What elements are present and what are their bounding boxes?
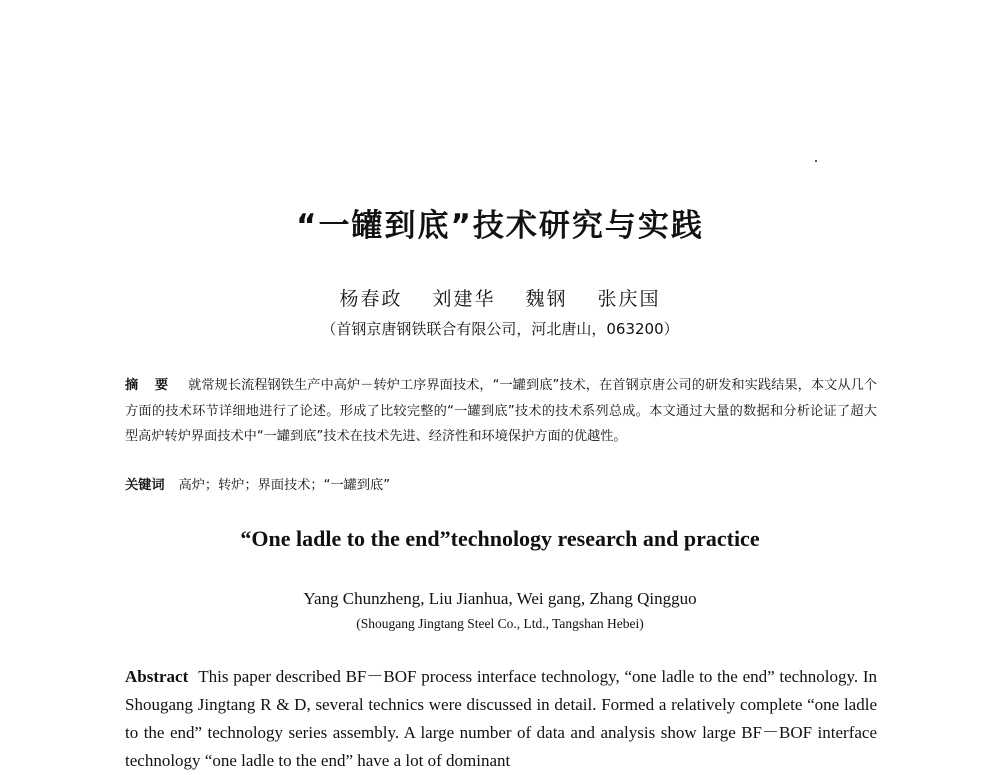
keywords-cn-label: 关键词	[125, 478, 165, 493]
authors-cn: 杨春政 刘建华 魏钢 张庆国	[339, 288, 661, 310]
affiliation-en: (Shougang Jingtang Steel Co., Ltd., Tangshan Hebei)	[356, 616, 644, 631]
keywords-cn	[125, 475, 877, 497]
abstract-en-text: This paper described BF－BOF process interface technology, “one ladle to the end” technology. In Shougang Jingtang R & D, several technics were discussed in detail. Formed a relatively complete “one ladle to the end” technology series assembly. A large number of data and analysis show large BF－BOF interface technology “one ladle to the end” have a lot of dominant	[125, 667, 877, 770]
abstract-cn-text: 就常规长流程钢铁生产中高炉－转炉工序界面技术，“一罐到底”技术，在首钢京唐公司的研发和实践结果，本文从几个方面的技术环节详细地进行了论述。形成了比较完整的“一罐到底”技术的技术系列总成。本文通过大量的数据和分析论证了超大型高炉转炉界面技术中“一罐到底”技术在技术先进、经济性和环境保护方面的优越性。	[125, 378, 877, 444]
affiliation-cn: （首钢京唐钢铁联合有限公司，河北唐山，063200）	[321, 320, 679, 338]
abstract-en	[125, 663, 877, 775]
authors-en: Yang Chunzheng, Liu Jianhua, Wei gang, Zhang Qingguo	[303, 589, 697, 608]
abstract-cn	[125, 373, 877, 450]
paper-title-en: “One ladle to the end”technology research and practice	[240, 526, 760, 551]
abstract-en-label: Abstract	[125, 667, 189, 686]
paper-title-cn: “一罐到底”技术研究与实践	[296, 208, 704, 244]
scan-speck	[815, 160, 817, 162]
keywords-cn-text: 高炉；转炉；界面技术；“一罐到底”	[178, 478, 391, 493]
abstract-cn-label: 摘 要	[125, 378, 175, 393]
